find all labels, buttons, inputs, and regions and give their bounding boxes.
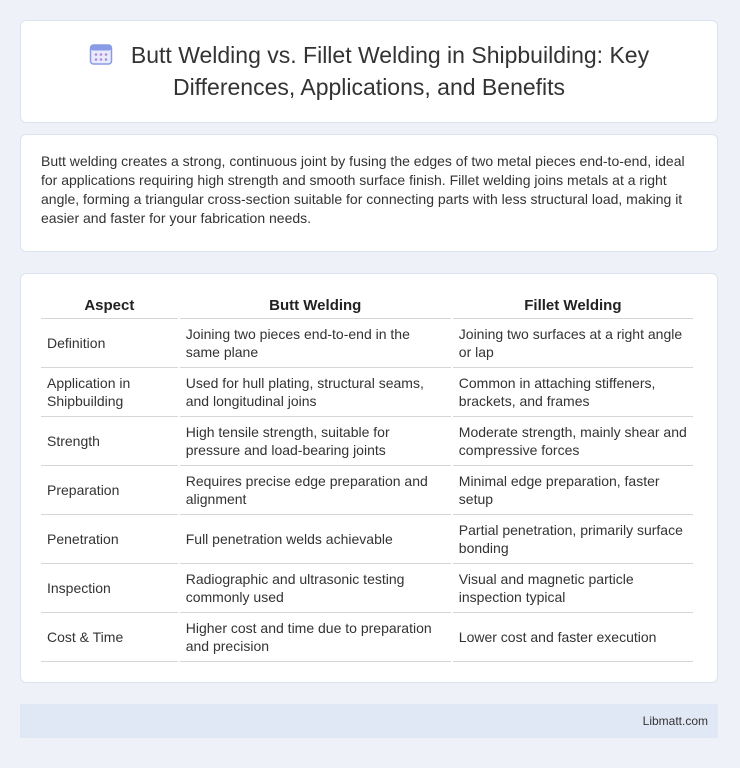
butt-welding-cell: Radiographic and ultrasonic testing commonly used <box>180 564 451 613</box>
fillet-welding-cell: Lower cost and faster execution <box>453 613 693 662</box>
title-card <box>20 20 718 123</box>
calendar-icon <box>89 42 113 73</box>
butt-welding-cell: Used for hull plating, structural seams, and longitudinal joins <box>180 368 451 417</box>
butt-welding-cell: High tensile strength, suitable for pressure and load-bearing joints <box>180 417 451 466</box>
fillet-welding-cell: Visual and magnetic particle inspection typical <box>453 564 693 613</box>
intro-card <box>20 134 718 252</box>
page-title: Butt Welding vs. Fillet Welding in Shipbuilding: Key Differences, Applications, and Benefits <box>130 42 650 100</box>
butt-welding-cell: Higher cost and time due to preparation and precision <box>180 613 451 662</box>
butt-welding-cell: Requires precise edge preparation and alignment <box>180 466 451 515</box>
intro-paragraph: Butt welding creates a strong, continuous joint by fusing the edges of two metal pieces end-to-end, ideal for applications requiring high strength and smooth surface finish. Fillet welding joins metals at a right angle, forming a triangular cross-section suitable for connecting parts with less structural load, making it easier and faster for your fabrication needs. <box>41 153 685 226</box>
butt-welding-cell: Full penetration welds achievable <box>180 515 451 564</box>
butt-welding-cell: Joining two pieces end-to-end in the same plane <box>180 319 451 368</box>
header-butt-welding: Butt Welding <box>180 294 451 319</box>
fillet-welding-cell: Joining two surfaces at a right angle or lap <box>453 319 693 368</box>
table-row <box>41 613 693 662</box>
aspect-cell: Definition <box>41 319 178 368</box>
table-row <box>41 564 693 613</box>
fillet-welding-cell: Moderate strength, mainly shear and compressive forces <box>453 417 693 466</box>
table-row <box>41 319 693 368</box>
table-header-row <box>41 294 693 319</box>
aspect-cell: Strength <box>41 417 178 466</box>
aspect-cell: Cost & Time <box>41 613 178 662</box>
comparison-card <box>20 273 718 683</box>
table-row <box>41 417 693 466</box>
aspect-cell: Inspection <box>41 564 178 613</box>
header-fillet-welding: Fillet Welding <box>453 294 693 319</box>
aspect-cell: Application in Shipbuilding <box>41 368 178 417</box>
aspect-cell: Preparation <box>41 466 178 515</box>
aspect-cell: Penetration <box>41 515 178 564</box>
table-row <box>41 466 693 515</box>
footer-bar <box>20 704 718 738</box>
title-wrap <box>51 41 687 102</box>
footer-brand: Libmatt.com <box>642 714 708 728</box>
comparison-table <box>39 294 695 662</box>
table-row <box>41 515 693 564</box>
header-aspect: Aspect <box>41 294 178 319</box>
fillet-welding-cell: Common in attaching stiffeners, brackets, and frames <box>453 368 693 417</box>
fillet-welding-cell: Partial penetration, primarily surface bonding <box>453 515 693 564</box>
fillet-welding-cell: Minimal edge preparation, faster setup <box>453 466 693 515</box>
table-row <box>41 368 693 417</box>
